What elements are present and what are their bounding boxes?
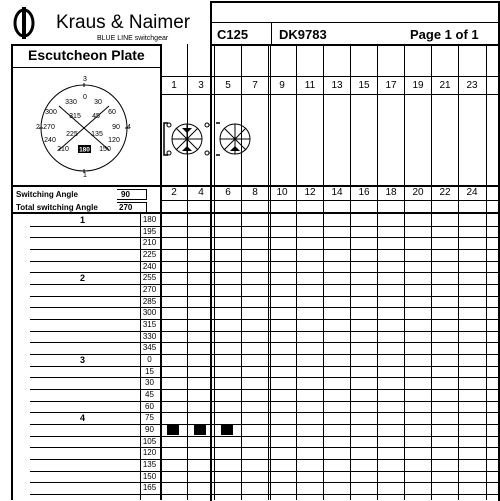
position-label-4: 4	[80, 413, 86, 423]
angle-row-line-180	[30, 226, 500, 227]
angle-value-165: 165	[142, 483, 157, 492]
brand-tagline: BLUE LINE switchgear	[97, 35, 169, 42]
angle-value-45: 45	[145, 390, 154, 399]
terminal-bottom-6: 6	[225, 187, 231, 198]
dial-label-45: 45	[92, 113, 100, 120]
closed-contact-mark	[194, 425, 206, 435]
angle-row-line-300	[30, 319, 500, 320]
terminal-bottom-10: 10	[276, 187, 288, 198]
angle-row-line-150	[30, 482, 500, 483]
terminal-top-19: 19	[412, 80, 424, 91]
angle-value-30: 30	[145, 378, 154, 387]
angle-row-line-315	[30, 331, 500, 332]
dial-label-60: 60	[108, 109, 116, 116]
total-switching-angle-box-right	[146, 202, 147, 212]
closed-contact-mark	[167, 425, 179, 435]
brand-name: Kraus & Naimer	[56, 12, 191, 33]
escutcheon-top-border	[12, 44, 162, 46]
terminal-top-13: 13	[331, 80, 343, 91]
drawing-number: DK9783	[279, 27, 327, 42]
angle-row-line-90	[30, 436, 500, 437]
total-switching-angle-value: 270	[119, 203, 133, 212]
terminal-bottom-16: 16	[358, 187, 370, 198]
angle-value-75: 75	[145, 413, 154, 422]
terminal-top-9: 9	[279, 80, 285, 91]
total-switching-angle-box-top	[117, 202, 147, 203]
page-indicator: Page 1 of 1	[410, 27, 479, 42]
angle-value-345: 345	[142, 343, 157, 352]
position-label-2: 2	[80, 273, 86, 283]
angle-row-line-135	[30, 471, 500, 472]
terminal-bottom-24: 24	[466, 187, 478, 198]
terminal-top-15: 15	[358, 80, 370, 91]
angle-value-195: 195	[142, 227, 157, 236]
terminal-top-row-line-2	[160, 94, 500, 95]
dial-label-150: 150	[99, 146, 111, 153]
angle-row-line-0	[30, 366, 500, 367]
angle-value-240: 240	[142, 262, 157, 271]
outer-left-border	[11, 44, 13, 500]
dial-label-pos2: 2	[36, 124, 40, 131]
dial-label-300: 300	[45, 109, 57, 116]
escutcheon-title-underline	[12, 67, 162, 68]
angle-row-line-285	[30, 307, 500, 308]
header-divider-series	[271, 22, 272, 44]
angle-row-line-45	[30, 401, 500, 402]
angle-value-330: 330	[142, 332, 157, 341]
dial-label-30: 30	[94, 99, 102, 106]
angle-row-line-345	[30, 354, 500, 355]
dial-label-120: 120	[108, 137, 120, 144]
brand-logo	[10, 5, 210, 43]
dial-label-pos3: 3	[83, 76, 87, 83]
terminal-top-17: 17	[385, 80, 397, 91]
total-switching-angle-box-bottom	[117, 212, 147, 213]
angle-row-line-255	[30, 284, 500, 285]
angle-value-315: 315	[142, 320, 157, 329]
angle-row-line-75	[30, 424, 500, 425]
dial-label-135: 135	[91, 131, 103, 138]
terminal-top-11: 11	[304, 80, 316, 91]
dial-label-180: 180	[79, 146, 90, 154]
angle-value-300: 300	[142, 308, 157, 317]
switching-angle-value: 90	[121, 190, 130, 199]
header-mid-border	[210, 22, 500, 23]
angle-row-line-60	[30, 412, 500, 413]
terminal-bottom-20: 20	[412, 187, 424, 198]
position-label-1: 1	[80, 215, 86, 225]
dial-label-0: 0	[83, 94, 87, 101]
angle-value-90: 90	[145, 425, 154, 434]
angle-value-0: 0	[147, 355, 152, 364]
dial-label-315: 315	[69, 113, 81, 120]
terminal-top-21: 21	[439, 80, 451, 91]
angle-value-120: 120	[142, 448, 157, 457]
angle-row-line-105	[30, 447, 500, 448]
switching-angle-box-bottom	[117, 199, 147, 200]
dial-label-pos1: 1	[83, 172, 87, 179]
terminal-bottom-18: 18	[385, 187, 397, 198]
terminal-bottom-2: 2	[171, 187, 177, 198]
angle-value-105: 105	[142, 437, 157, 446]
position-label-3: 3	[80, 355, 86, 365]
kn-logo-icon	[10, 5, 46, 41]
closed-contact-mark	[221, 425, 233, 435]
terminal-top-5: 5	[225, 80, 231, 91]
switching-angle-box-top	[117, 189, 147, 190]
terminal-bottom-14: 14	[331, 187, 343, 198]
angle-value-210: 210	[142, 238, 157, 247]
terminal-bottom-22: 22	[439, 187, 451, 198]
angle-row-line-225	[30, 261, 500, 262]
angle-row-line-195	[30, 237, 500, 238]
terminal-top-7: 7	[252, 80, 258, 91]
switching-angle-label: Switching Angle	[16, 190, 78, 199]
switching-header-bottom	[11, 212, 500, 214]
angle-row-line-240	[30, 272, 500, 273]
angle-value-150: 150	[142, 472, 157, 481]
angle-row-line-30	[30, 389, 500, 390]
angle-row-line-210	[30, 249, 500, 250]
series-code: C125	[217, 27, 249, 42]
dial-label-pos4: 4	[127, 124, 131, 131]
angle-row-line-165	[30, 494, 500, 495]
angle-row-line-120	[30, 459, 500, 460]
terminal-top-1: 1	[171, 80, 177, 91]
header-bottom-border	[212, 44, 500, 46]
terminal-bottom-12: 12	[304, 187, 316, 198]
escutcheon-dial	[28, 72, 140, 184]
dial-label-225: 225	[66, 131, 78, 138]
dial-label-210: 210	[57, 146, 69, 153]
angle-value-15: 15	[145, 367, 154, 376]
switching-angle-box-right	[146, 189, 147, 199]
angle-value-60: 60	[145, 402, 154, 411]
angle-row-line-330	[30, 342, 500, 343]
escutcheon-title: Escutcheon Plate	[28, 47, 145, 63]
terminal-top-3: 3	[198, 80, 204, 91]
angle-value-285: 285	[142, 297, 157, 306]
angle-value-180: 180	[142, 215, 157, 224]
dial-label-90: 90	[112, 124, 120, 131]
terminal-bottom-4: 4	[198, 187, 204, 198]
angle-row-line-15	[30, 377, 500, 378]
terminal-bottom-8: 8	[252, 187, 258, 198]
angle-value-270: 270	[142, 285, 157, 294]
angle-value-225: 225	[142, 250, 157, 259]
dial-label-240: 240	[44, 137, 56, 144]
angle-value-135: 135	[142, 460, 157, 469]
angle-value-255: 255	[142, 273, 157, 282]
angle-row-line-270	[30, 296, 500, 297]
terminal-bottom-row-line	[160, 200, 500, 201]
terminal-top-23: 23	[466, 80, 478, 91]
dial-label-330: 330	[65, 99, 77, 106]
header-top-border	[210, 1, 500, 3]
total-switching-angle-label: Total switching Angle	[16, 203, 98, 212]
dial-label-270: 270	[43, 124, 55, 131]
terminal-top-row-line	[160, 76, 500, 77]
